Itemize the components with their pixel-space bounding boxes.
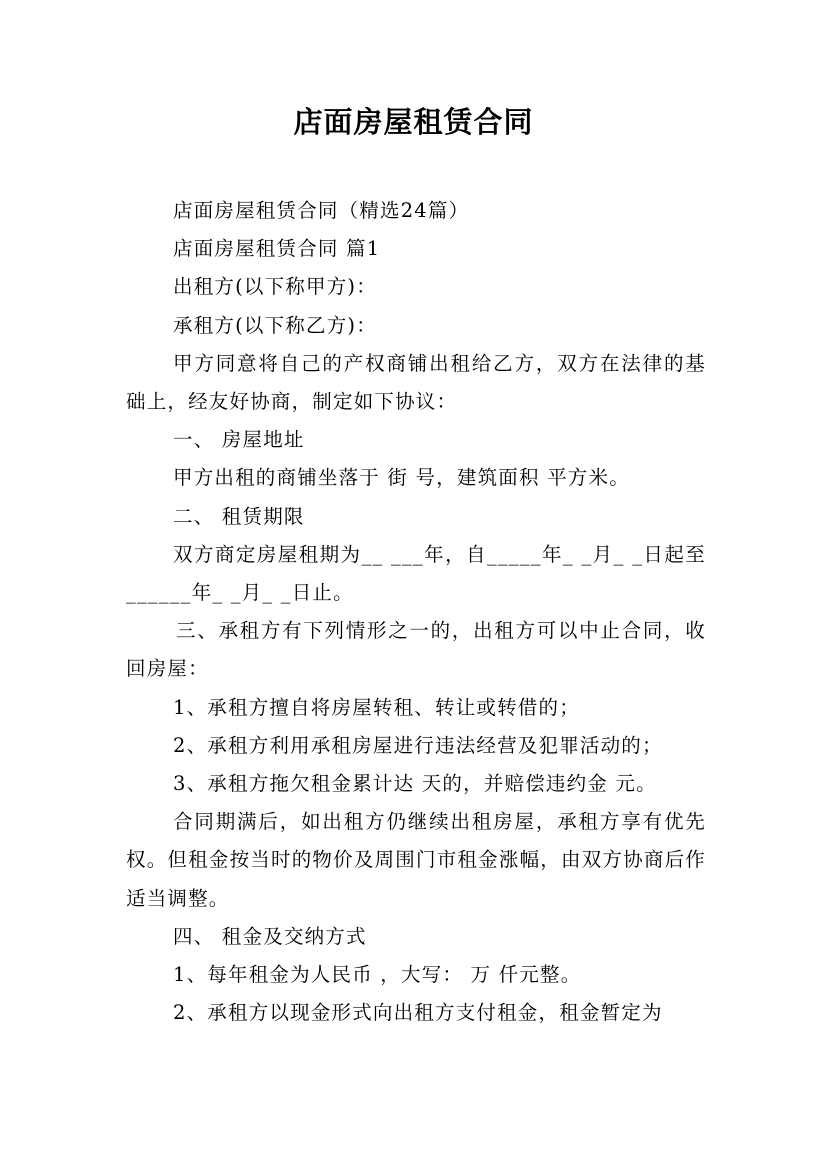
paragraph-clause-4-item-2: 2、承租方以现金形式向出租方支付租金，租金暂定为 bbox=[173, 1001, 663, 1025]
paragraph-clause-2-body: 双方商定房屋租期为__ ___年，自_____年_ _月_ _日起至______年_ _月_ _日止。 bbox=[126, 542, 706, 605]
document-body bbox=[126, 192, 706, 1032]
paragraph-lessee: 承租方(以下称乙方)： bbox=[173, 313, 377, 337]
paragraph-agreement-intro: 甲方同意将自己的产权商铺出租给乙方，双方在法律的基础上，经友好协商，制定如下协议： bbox=[126, 351, 706, 414]
paragraph-renewal: 合同期满后，如出租方仍继续出租房屋，承租方享有优先权。但租金按当时的物价及周围门市租金涨幅，由双方协商后作适当调整。 bbox=[126, 810, 706, 910]
paragraph-section-heading: 店面房屋租赁合同 篇1 bbox=[173, 237, 381, 261]
paragraph-clause-4-item-1: 1、每年租金为人民币 ，大写： 万 仟元整。 bbox=[173, 963, 582, 987]
paragraph-lessor: 出租方(以下称甲方)： bbox=[173, 275, 377, 299]
paragraph-clause-4-heading: 四、 租金及交纳方式 bbox=[173, 924, 367, 948]
paragraph-clause-1-body: 甲方出租的商铺坐落于 街 号，建筑面积 平方米。 bbox=[173, 466, 630, 490]
document-title: 店面房屋租赁合同 bbox=[293, 105, 534, 139]
paragraph-clause-3-item-1: 1、承租方擅自将房屋转租、转让或转借的； bbox=[173, 695, 580, 719]
paragraph-clause-1-heading: 一、 房屋地址 bbox=[173, 428, 305, 452]
paragraph-clause-3-item-3: 3、承租方拖欠租金累计达 天的，并赔偿违约金 元。 bbox=[173, 772, 657, 796]
paragraph-clause-3-heading: 三、承租方有下列情形之一的，出租方可以中止合同，收回房屋： bbox=[126, 619, 706, 681]
paragraph-subtitle: 店面房屋租赁合同（精选24篇） bbox=[173, 199, 470, 222]
paragraph-clause-2-heading: 二、 租赁期限 bbox=[173, 504, 305, 528]
paragraph-clause-3-item-2: 2、承租方利用承租房屋进行违法经营及犯罪活动的； bbox=[173, 733, 663, 757]
